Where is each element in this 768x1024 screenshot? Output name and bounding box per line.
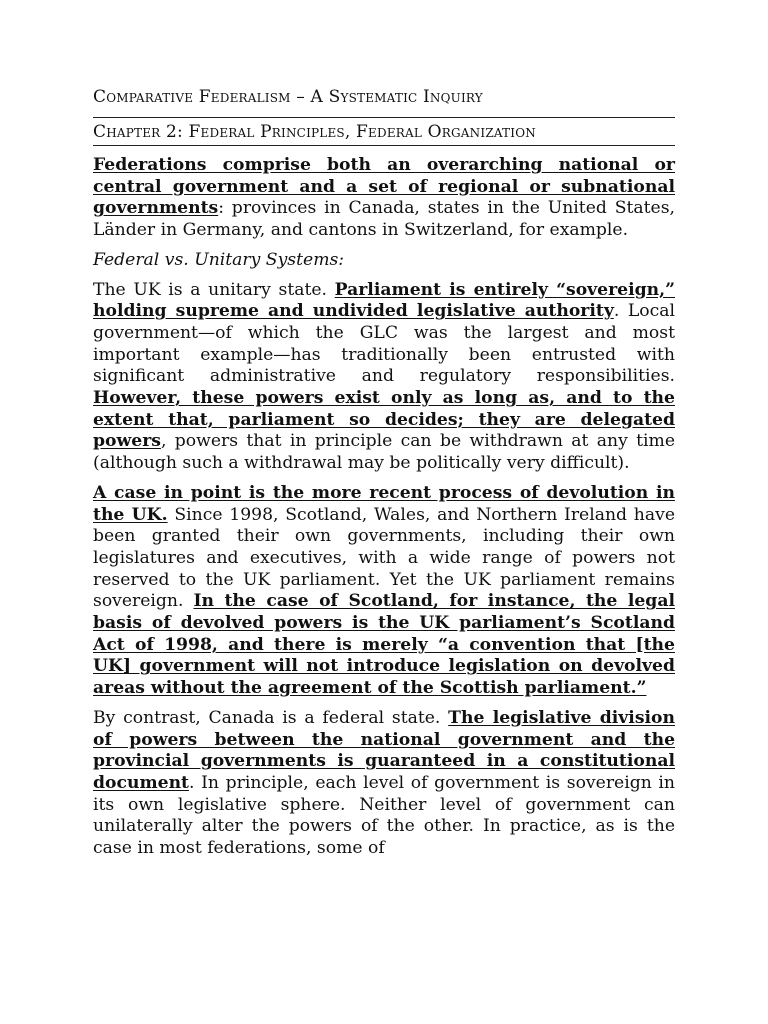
paragraph-uk-unitary — [93, 280, 675, 475]
body-text: , powers that in principle can be withdrawn at any time (although such a withdrawal may be politically very difficult). — [93, 431, 675, 474]
section-heading: Federal vs. Unitary Systems: — [93, 249, 345, 270]
body-text: By contrast, Canada is a federal state. — [93, 707, 449, 728]
emphasis-text: In the case of Scotland, for instance, the legal basis of devolved powers is the UK parliament’s Scotland Act of 1998, and there is merely “a convention that [the UK] government will not introduce legislation on devolved areas without the agreement of the Scottish parliament.” — [93, 591, 675, 699]
paragraph-federations — [93, 155, 675, 242]
emphasis-text: Federations comprise both an overarching national or central government and a set of regional or subnational governments — [93, 155, 675, 219]
emphasis-text: However, these powers exist only as long as, and to the extent that, parliament so decides; they are delegated powers — [93, 388, 675, 452]
emphasis-text: A case in point is the more recent process of devolution in the UK. — [93, 482, 675, 525]
paragraph-canada-federal — [93, 708, 675, 860]
emphasis-text: The legislative division of powers between the national government and the provincial governments is guaranteed in a constitutional document — [93, 707, 675, 793]
chapter-title-header: Chapter 2: Federal Principles, Federal Organization — [93, 118, 675, 146]
body-text: Since 1998, Scotland, Wales, and Northern Ireland have been granted their own governments, including their own legislatures and executives, with a wide range of powers not reserved to the UK parliament. Yet the UK parliament remains sovereign. — [93, 504, 676, 612]
body-text: The UK is a unitary state. — [93, 279, 335, 300]
body-text: . In principle, each level of government is sovereign in its own legislative sphere. Neither level of government can unilaterally alter the powers of the other. In practice, as is the case in most federations, some of — [93, 772, 675, 859]
emphasis-text: Parliament is entirely “sovereign,” holding supreme and undivided legislative authority — [93, 279, 675, 322]
body-text: : provinces in Canada, states in the United States, Länder in Germany, and cantons in Switzerland, for example. — [93, 198, 675, 241]
body-text: . Local government—of which the GLC was the largest and most important example—has traditionally been entrusted with significant administrative and regulatory responsibilities. — [93, 301, 675, 387]
paragraph-devolution — [93, 483, 675, 700]
document-page — [93, 86, 675, 860]
book-title-header: Comparative Federalism – A Systematic Inquiry — [93, 86, 675, 118]
